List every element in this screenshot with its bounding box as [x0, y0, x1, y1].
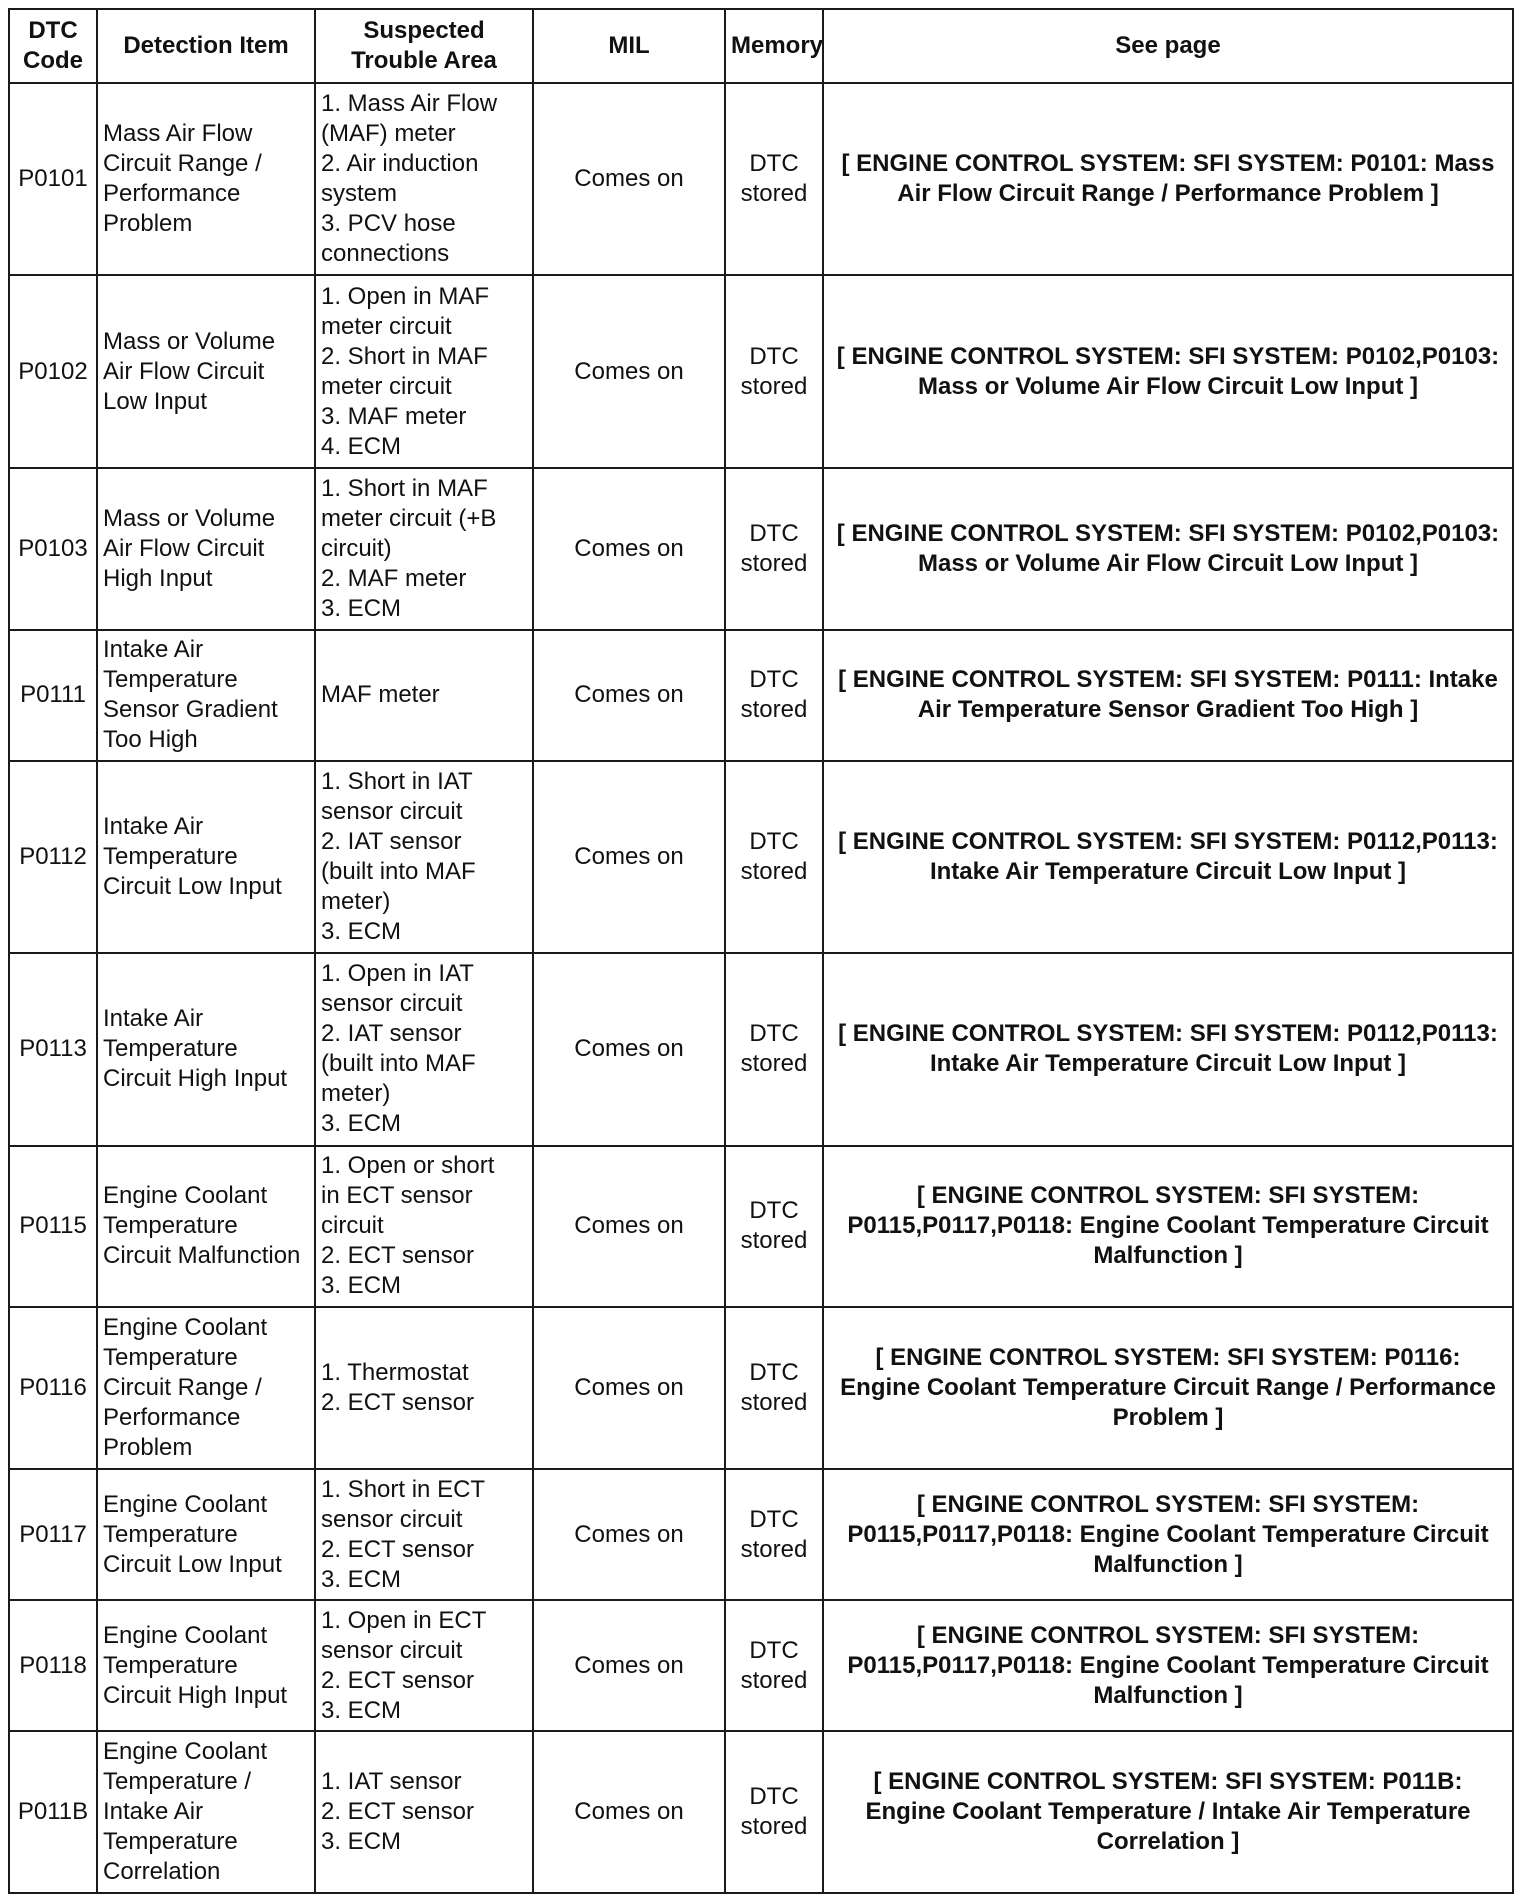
text-line: Malfunction ] [1093, 1681, 1243, 1709]
table-row [9, 1600, 1513, 1731]
table-row [9, 1731, 1513, 1893]
memory-cell [725, 1146, 823, 1308]
text-line: [ ENGINE CONTROL SYSTEM: SFI SYSTEM: [916, 1621, 1420, 1649]
detection-item-cell [97, 1307, 315, 1469]
text-line: 3. ECM [321, 917, 402, 945]
text-line: Air Flow Circuit [103, 357, 265, 385]
dtc-code-cell [9, 1731, 97, 1893]
text-line: circuit) [321, 534, 392, 562]
dtc-code-cell [9, 953, 97, 1145]
text-line: P0112 [19, 842, 87, 870]
text-line: connections [321, 240, 450, 268]
text-line: DTC [749, 666, 799, 694]
text-line: (built into MAF [321, 857, 476, 885]
mil-cell [533, 468, 725, 630]
suspected-trouble-area-cell [315, 83, 533, 275]
text-line: Intake Air [103, 812, 204, 840]
memory-cell [725, 275, 823, 467]
suspected-trouble-area-cell [315, 953, 533, 1145]
header-row [9, 9, 1513, 83]
text-line: [ ENGINE CONTROL SYSTEM: SFI SYSTEM: P0112,P0113: [838, 1020, 1498, 1048]
text-line: stored [740, 696, 808, 724]
text-line: 2. ECT sensor [321, 1242, 474, 1270]
see-page-cell[interactable] [823, 1731, 1513, 1893]
text-line: circuit [321, 1212, 384, 1240]
memory-cell [725, 630, 823, 761]
text-line: [ ENGINE CONTROL SYSTEM: SFI SYSTEM: P0101: Mass [841, 150, 1495, 178]
text-line: 2. IAT sensor [321, 1020, 462, 1048]
text-line: stored [740, 1227, 808, 1255]
text-line: Circuit Low Input [103, 872, 282, 900]
dtc-code-cell [9, 1146, 97, 1308]
text-line: Engine Coolant Temperature / Intake Air Temperature [865, 1798, 1471, 1826]
text-line: 3. ECM [321, 1565, 402, 1593]
text-line: [ ENGINE CONTROL SYSTEM: SFI SYSTEM: P011B: [873, 1768, 1463, 1796]
text-line: Air Flow Circuit Range / Performance Problem ] [897, 180, 1439, 208]
memory-cell [725, 1731, 823, 1893]
text-line: P0116 [19, 1374, 87, 1402]
suspected-trouble-area-cell [315, 275, 533, 467]
text-line: P0115,P0117,P0118: Engine Coolant Temperature Circuit [847, 1651, 1489, 1679]
detection-item-cell [97, 1146, 315, 1308]
see-page-cell[interactable] [823, 1307, 1513, 1469]
text-line: Comes on [574, 534, 684, 562]
text-line: DTC [749, 150, 799, 178]
text-line: P011B [17, 1798, 89, 1826]
text-line: 2. ECT sensor [321, 1535, 474, 1563]
text-line: DTC [749, 1783, 799, 1811]
text-line: Mass or Volume Air Flow Circuit Low Input ] [917, 372, 1418, 400]
text-line: Comes on [574, 1520, 684, 1548]
text-line: (built into MAF [321, 1050, 476, 1078]
text-line: stored [740, 1666, 808, 1694]
text-line: Circuit Range / [103, 150, 262, 178]
dtc-code-cell [9, 468, 97, 630]
text-line: 1. Short in ECT [321, 1475, 486, 1503]
suspected-trouble-area-cell [315, 468, 533, 630]
text-line: Comes on [574, 1651, 684, 1679]
text-line: 2. IAT sensor [321, 827, 462, 855]
table-row [9, 1146, 1513, 1308]
text-line: Comes on [574, 842, 684, 870]
mil-cell [533, 1469, 725, 1600]
table-row [9, 761, 1513, 953]
table-row [9, 953, 1513, 1145]
text-line: 3. ECM [321, 594, 402, 622]
text-line: DTC [749, 1359, 799, 1387]
text-line: 1. Open in ECT [321, 1606, 487, 1634]
text-line: Comes on [574, 1035, 684, 1063]
text-line: meter circuit [321, 372, 452, 400]
text-line: Suspected [363, 17, 485, 44]
text-line: Comes on [574, 1212, 684, 1240]
detection-item-cell [97, 630, 315, 761]
text-line: [ ENGINE CONTROL SYSTEM: SFI SYSTEM: P0102,P0103: [836, 519, 1500, 547]
header-detection-item [97, 9, 315, 83]
text-line: 1. Open or short [321, 1152, 495, 1180]
text-line: Mass or Volume [103, 327, 276, 355]
text-line: Temperature [103, 842, 238, 870]
text-line: 2. Air induction [321, 150, 479, 178]
text-line: Intake Air [103, 1005, 204, 1033]
text-line: Mass or Volume [103, 504, 276, 532]
text-line: DTC [749, 519, 799, 547]
header-dtc-code [9, 9, 97, 83]
text-line: 2. ECT sensor [321, 1798, 474, 1826]
text-line: Performance [103, 180, 241, 208]
header-suspected-trouble-area [315, 9, 533, 83]
text-line: Temperature [103, 666, 238, 694]
mil-cell [533, 953, 725, 1145]
detection-item-cell [97, 1600, 315, 1731]
text-line: 2. ECT sensor [321, 1389, 474, 1417]
text-line: Mass or Volume Air Flow Circuit Low Input ] [917, 549, 1418, 577]
text-line: Intake Air Temperature Circuit Low Input ] [929, 1050, 1407, 1078]
see-page-cell[interactable] [823, 761, 1513, 953]
text-line: P0111 [20, 681, 86, 709]
text-line: Problem [103, 1434, 193, 1462]
mil-cell [533, 1731, 725, 1893]
text-line: DTC [749, 1197, 799, 1225]
text-line: DTC [28, 17, 78, 44]
text-line: stored [740, 857, 808, 885]
dtc-table [8, 8, 1514, 1894]
text-line: 2. ECT sensor [321, 1666, 474, 1694]
text-line: Temperature [103, 1035, 238, 1063]
mil-cell [533, 761, 725, 953]
text-line: P0118 [19, 1651, 87, 1679]
detection-item-cell [97, 275, 315, 467]
mil-cell [533, 630, 725, 761]
suspected-trouble-area-cell [315, 1600, 533, 1731]
text-line: system [321, 180, 398, 208]
text-line: Comes on [574, 1798, 684, 1826]
dtc-code-cell [9, 83, 97, 275]
text-line: P0115 [19, 1212, 87, 1240]
text-line: meter circuit [321, 312, 452, 340]
header-see-page [823, 9, 1513, 83]
memory-cell [725, 468, 823, 630]
text-line: 1. Thermostat [321, 1359, 469, 1387]
header-mil [533, 9, 725, 83]
dtc-code-cell [9, 1469, 97, 1600]
suspected-trouble-area-cell [315, 1146, 533, 1308]
text-line: sensor circuit [321, 797, 463, 825]
text-line: Problem [103, 210, 193, 238]
text-line: Comes on [574, 165, 684, 193]
text-line: High Input [103, 564, 213, 592]
text-line: Circuit Malfunction [103, 1242, 301, 1270]
table-row [9, 468, 1513, 630]
mil-cell [533, 1146, 725, 1308]
text-line: 1. IAT sensor [321, 1768, 462, 1796]
text-line: Temperature [103, 1651, 238, 1679]
see-page-cell[interactable] [823, 1469, 1513, 1600]
memory-cell [725, 1307, 823, 1469]
text-line: P0115,P0117,P0118: Engine Coolant Temperature Circuit [847, 1212, 1489, 1240]
text-line: 1. Open in IAT [321, 960, 474, 988]
detection-item-cell [97, 1469, 315, 1600]
text-line: Memory [731, 32, 824, 59]
suspected-trouble-area-cell [315, 630, 533, 761]
text-line: Circuit High Input [103, 1065, 288, 1093]
text-line: 3. MAF meter [321, 402, 467, 430]
text-line: Comes on [574, 357, 684, 385]
text-line: 3. PCV hose [321, 210, 456, 238]
table-row [9, 630, 1513, 761]
text-line: Air Flow Circuit [103, 534, 265, 562]
text-line: Code [23, 47, 83, 74]
suspected-trouble-area-cell [315, 1469, 533, 1600]
see-page-cell[interactable] [823, 83, 1513, 275]
text-line: Low Input [103, 387, 208, 415]
see-page-cell[interactable] [823, 468, 1513, 630]
mil-cell [533, 275, 725, 467]
text-line: P0101 [18, 165, 88, 193]
text-line: 2. MAF meter [321, 564, 467, 592]
text-line: sensor circuit [321, 990, 463, 1018]
table-row [9, 1469, 1513, 1600]
table-row [9, 83, 1513, 275]
text-line: stored [740, 549, 808, 577]
mil-cell [533, 1600, 725, 1731]
text-line: Engine Coolant [103, 1621, 268, 1649]
text-line: Malfunction ] [1093, 1242, 1243, 1270]
detection-item-cell [97, 1731, 315, 1893]
text-line: stored [740, 180, 808, 208]
text-line: stored [740, 372, 808, 400]
text-line: Engine Coolant [103, 1182, 268, 1210]
text-line: in ECT sensor [321, 1182, 473, 1210]
text-line: Detection Item [123, 32, 289, 59]
table-row [9, 275, 1513, 467]
text-line: 4. ECM [321, 432, 402, 460]
see-page-cell[interactable] [823, 630, 1513, 761]
text-line: MAF meter [321, 681, 440, 709]
text-line: 1. Short in MAF [321, 474, 488, 502]
memory-cell [725, 1469, 823, 1600]
text-line: stored [740, 1813, 808, 1841]
text-line: [ ENGINE CONTROL SYSTEM: SFI SYSTEM: [916, 1490, 1420, 1518]
text-line: Temperature [103, 1212, 238, 1240]
text-line: [ ENGINE CONTROL SYSTEM: SFI SYSTEM: P0102,P0103: [836, 342, 1500, 370]
text-line: P0102 [18, 357, 88, 385]
text-line: DTC [749, 1636, 799, 1664]
detection-item-cell [97, 761, 315, 953]
text-line: Circuit High Input [103, 1681, 288, 1709]
text-line: P0113 [19, 1035, 87, 1063]
text-line: Circuit Low Input [103, 1550, 282, 1578]
suspected-trouble-area-cell [315, 761, 533, 953]
text-line: DTC [749, 827, 799, 855]
see-page-cell[interactable] [823, 1600, 1513, 1731]
text-line: Engine Coolant [103, 1490, 268, 1518]
text-line: Temperature [103, 1828, 238, 1856]
text-line: DTC [749, 1020, 799, 1048]
text-line: (MAF) meter [321, 120, 456, 148]
memory-cell [725, 83, 823, 275]
text-line: stored [740, 1050, 808, 1078]
text-line: Correlation [103, 1858, 221, 1886]
text-line: Temperature [103, 1520, 238, 1548]
text-line: Air Temperature Sensor Gradient Too High ] [917, 696, 1419, 724]
dtc-code-cell [9, 630, 97, 761]
text-line: Sensor Gradient [103, 696, 278, 724]
text-line: 1. Short in IAT [321, 767, 473, 795]
text-line: Engine Coolant Temperature Circuit Range / Performance [840, 1374, 1496, 1402]
text-line: [ ENGINE CONTROL SYSTEM: SFI SYSTEM: [916, 1182, 1420, 1210]
dtc-code-cell [9, 1600, 97, 1731]
see-page-cell[interactable] [823, 953, 1513, 1145]
text-line: sensor circuit [321, 1505, 463, 1533]
mil-cell [533, 1307, 725, 1469]
text-line: See page [1115, 32, 1221, 59]
text-line: DTC [749, 342, 799, 370]
detection-item-cell [97, 953, 315, 1145]
text-line: Mass Air Flow [103, 120, 253, 148]
text-line: 1. Mass Air Flow [321, 90, 498, 118]
text-line: P0103 [18, 534, 88, 562]
text-line: MIL [608, 32, 650, 59]
text-line: 3. ECM [321, 1272, 402, 1300]
text-line: DTC [749, 1505, 799, 1533]
text-line: meter circuit (+B [321, 504, 497, 532]
suspected-trouble-area-cell [315, 1731, 533, 1893]
text-line: 3. ECM [321, 1110, 402, 1138]
text-line: Trouble Area [351, 47, 497, 74]
text-line: Temperature [103, 1344, 238, 1372]
text-line: Engine Coolant [103, 1314, 268, 1342]
text-line: Circuit Range / [103, 1374, 262, 1402]
text-line: P0115,P0117,P0118: Engine Coolant Temperature Circuit [847, 1520, 1489, 1548]
suspected-trouble-area-cell [315, 1307, 533, 1469]
text-line: 2. Short in MAF [321, 342, 488, 370]
mil-cell [533, 83, 725, 275]
memory-cell [725, 1600, 823, 1731]
text-line: Comes on [574, 1374, 684, 1402]
table-body [9, 83, 1513, 1893]
text-line: Correlation ] [1096, 1828, 1240, 1856]
text-line: stored [740, 1389, 808, 1417]
text-line: meter) [321, 887, 391, 915]
text-line: Intake Air [103, 636, 204, 664]
text-line: Intake Air [103, 1798, 204, 1826]
text-line: sensor circuit [321, 1636, 463, 1664]
text-line: Performance [103, 1404, 241, 1432]
dtc-code-cell [9, 1307, 97, 1469]
text-line: 1. Open in MAF [321, 282, 490, 310]
detection-item-cell [97, 83, 315, 275]
text-line: Malfunction ] [1093, 1550, 1243, 1578]
dtc-code-cell [9, 761, 97, 953]
text-line: 3. ECM [321, 1828, 402, 1856]
header-memory [725, 9, 823, 83]
text-line: meter) [321, 1080, 391, 1108]
text-line: 3. ECM [321, 1696, 402, 1724]
see-page-cell[interactable] [823, 275, 1513, 467]
text-line: [ ENGINE CONTROL SYSTEM: SFI SYSTEM: P0116: [875, 1344, 1461, 1372]
text-line: Temperature / [103, 1768, 252, 1796]
dtc-code-cell [9, 275, 97, 467]
text-line: Too High [103, 726, 198, 754]
text-line: Problem ] [1112, 1404, 1224, 1432]
see-page-cell[interactable] [823, 1146, 1513, 1308]
detection-item-cell [97, 468, 315, 630]
text-line: Comes on [574, 681, 684, 709]
text-line: Engine Coolant [103, 1738, 268, 1766]
memory-cell [725, 761, 823, 953]
text-line: [ ENGINE CONTROL SYSTEM: SFI SYSTEM: P0112,P0113: [838, 827, 1498, 855]
text-line: Intake Air Temperature Circuit Low Input ] [929, 857, 1407, 885]
text-line: P0117 [19, 1520, 87, 1548]
text-line: [ ENGINE CONTROL SYSTEM: SFI SYSTEM: P0111: Intake [838, 666, 1498, 694]
memory-cell [725, 953, 823, 1145]
text-line: stored [740, 1535, 808, 1563]
table-row [9, 1307, 1513, 1469]
